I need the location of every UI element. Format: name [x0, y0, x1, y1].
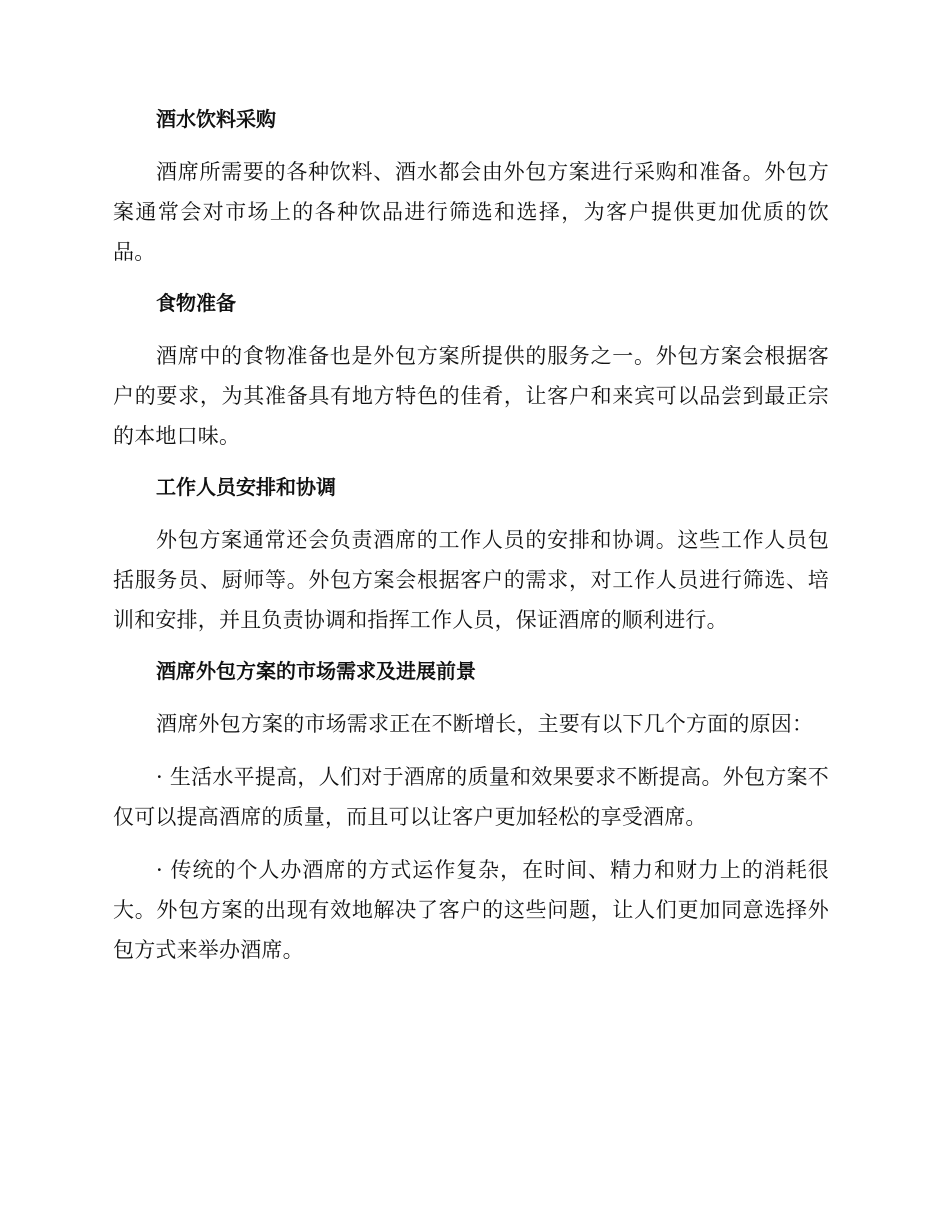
bullet-paragraph: · 传统的个人办酒席的方式运作复杂，在时间、精力和财力上的消耗很大。外包方案的出现有效地解决了客户的这些问题，让人们更加同意选择外包方式来举办酒席。 — [113, 858, 829, 962]
bullet-paragraph: · 生活水平提高，人们对于酒席的质量和效果要求不断提高。外包方案不仅可以提高酒席的质量，而且可以让客户更加轻松的享受酒席。 — [113, 765, 829, 829]
document-page — [113, 104, 829, 970]
section-paragraph: 酒席外包方案的市场需求正在不断增长，主要有以下几个方面的原因： — [156, 712, 814, 736]
section-paragraph: 酒席中的食物准备也是外包方案所提供的服务之一。外包方案会根据客户的要求，为其准备具有地方特色的佳肴，让客户和来宾可以品尝到最正宗的本地口味。 — [113, 344, 829, 448]
section-heading: 食物准备 — [156, 291, 236, 315]
section-paragraph: 外包方案通常还会负责酒席的工作人员的安排和协调。这些工作人员包括服务员、厨师等。外包方案会根据客户的需求，对工作人员进行筛选、培训和安排，并且负责协调和指挥工作人员，保证酒席的顺利进行。 — [113, 528, 829, 632]
section-heading: 工作人员安排和协调 — [156, 475, 336, 499]
section-food-preparation — [113, 288, 829, 472]
section-market-demand — [113, 656, 829, 970]
section-heading: 酒席外包方案的市场需求及进展前景 — [156, 659, 476, 683]
section-beverage-procurement — [113, 104, 829, 288]
section-staff-coordination — [113, 472, 829, 656]
section-heading: 酒水饮料采购 — [156, 107, 276, 131]
section-paragraph: 酒席所需要的各种饮料、酒水都会由外包方案进行采购和准备。外包方案通常会对市场上的各种饮品进行筛选和选择，为客户提供更加优质的饮品。 — [113, 160, 829, 264]
